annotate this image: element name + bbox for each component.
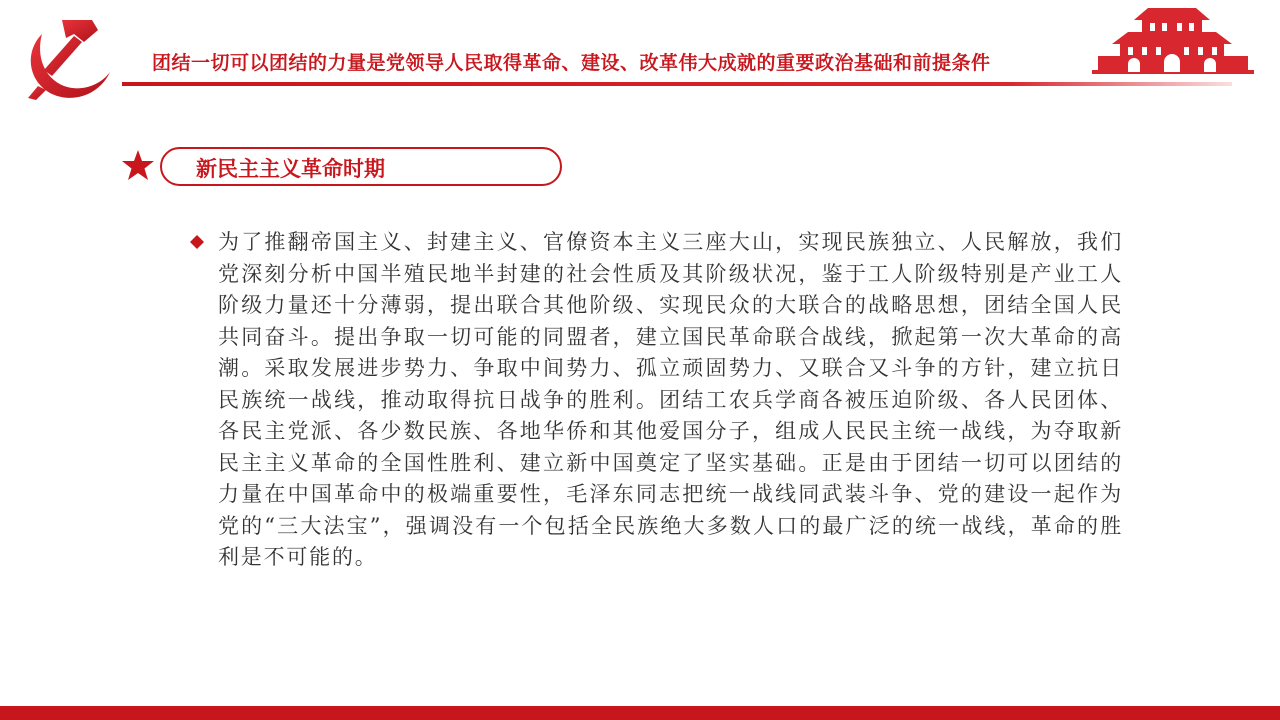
diamond-icon	[190, 235, 204, 249]
section-title: 新民主主义革命时期	[196, 157, 385, 181]
body-paragraph: 为了推翻帝国主义、封建主义、官僚资本主义三座大山，实现民族独立、人民解放，我们党深刻分析中国半殖民地半封建的社会性质及其阶级状况，鉴于工人阶级特别是产业工人阶级力量还十分薄弱，提出联合其他阶级、实现民众的大联合的战略思想，团结全国人民共同奋斗。提出争取一切可能的同盟者，建立国民革命联合战线，掀起第一次大革命的高潮。采取发展进步势力、争取中间势力、孤立顽固势力、又联合又斗争的方针，建立抗日民族统一战线，推动取得抗日战争的胜利。团结工农兵学商各被压迫阶级、各人民团体、各民主党派、各少数民族、各地华侨和其他爱国分子，组成人民民主统一战线，为夺取新民主主义革命的全国性胜利、建立新中国奠定了坚实基础。正是由于团结一切可以团结的力量在中国革命中的极端重要性，毛泽东同志把统一战线同武装斗争、党的建设一起作为党的“三大法宝”，强调没有一个包括全民族绝大多数人口的最广泛的统一战线，革命的胜利是不可能的。	[218, 230, 1123, 569]
tiananmen-gate-icon	[1088, 4, 1258, 78]
header-title: 团结一切可以团结的力量是党领导人民取得革命、建设、改革伟大成就的重要政治基础和前提条件	[152, 52, 991, 74]
star-icon	[121, 148, 155, 182]
header-divider	[122, 82, 1232, 86]
party-emblem-icon	[22, 12, 118, 104]
footer-band	[0, 706, 1280, 720]
